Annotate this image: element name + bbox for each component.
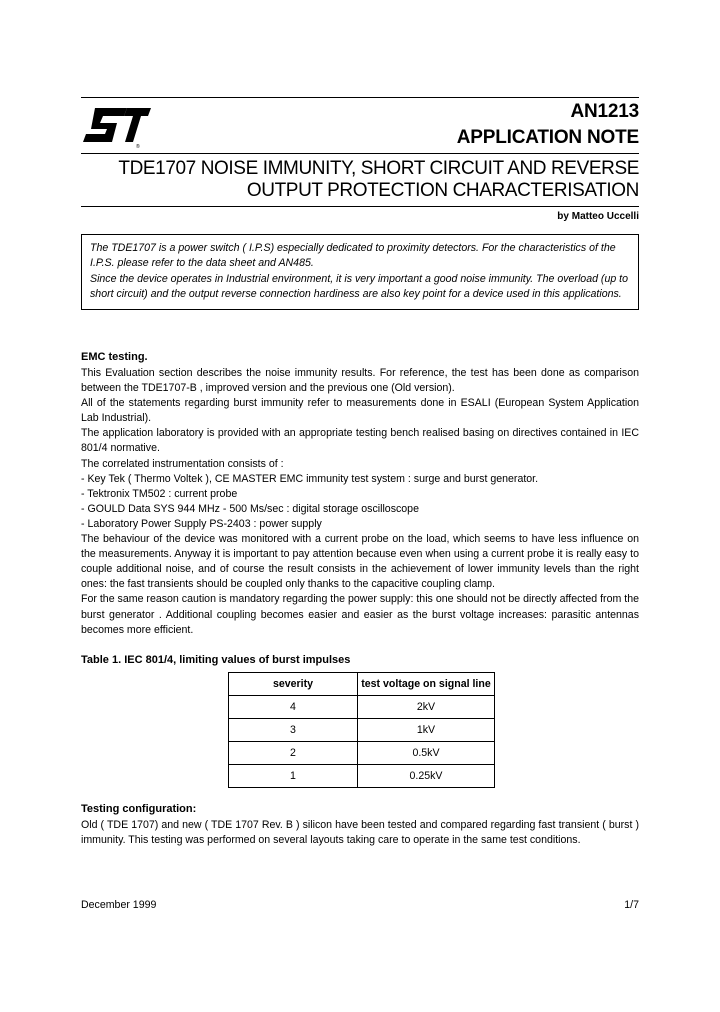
section-heading-testing: Testing configuration:: [81, 803, 197, 815]
column-header: test voltage on signal line: [358, 673, 495, 696]
body-paragraph: Old ( TDE 1707) and new ( TDE 1707 Rev. B ) silicon have been tested and compared regarding fast transient ( burst ) immunity. This testing was performed on several layouts taking care to operate in the same test conditions.: [81, 819, 639, 847]
title-top-rule: [81, 153, 639, 154]
body-paragraph: For the same reason caution is mandatory regarding the power supply: this one should not be directly affected from the burst generator . Additional coupling becomes easier and easier as the burst voltage increases: parasitic antennas becomes more efficient.: [81, 593, 639, 636]
burst-limits-table: [228, 672, 495, 788]
page-number: 1/7: [624, 899, 639, 911]
body-paragraph: The application laboratory is provided with an appropriate testing bench realised basing on directives contained in IEC 801/4 normative.: [81, 427, 639, 455]
severity-cell: 4: [229, 696, 358, 719]
severity-cell: 2: [229, 742, 358, 765]
title-line-1: TDE1707 NOISE IMMUNITY, SHORT CIRCUIT AND REVERSE: [118, 158, 639, 179]
emc-body: [81, 366, 639, 638]
document-number: AN1213: [570, 101, 639, 122]
severity-cell: 1: [229, 765, 358, 788]
body-paragraph: All of the statements regarding burst immunity refer to measurements done in ESALI (European System Application Lab Industrial).: [81, 397, 639, 425]
body-paragraph: This Evaluation section describes the noise immunity results. For reference, the test has been done as comparison between the TDE1707-B , improved version and the previous one (Old version).: [81, 367, 639, 395]
abstract-paragraph: Since the device operates in Industrial environment, it is very important a good noise immunity. The overload (up to short circuit) and the output reverse connection hardiness are also key point for a device used in this applications.: [90, 272, 629, 300]
table-row: [229, 696, 495, 719]
abstract-box: [81, 234, 639, 310]
title-line-2: OUTPUT PROTECTION CHARACTERISATION: [246, 180, 639, 201]
abstract-paragraph: The TDE1707 is a power switch ( I.P.S) especially dedicated to proximity detectors. For the characteristics of the I.P.S. please refer to the data sheet and AN485.: [90, 242, 616, 270]
svg-text:®: ®: [136, 144, 140, 148]
table-row: [229, 742, 495, 765]
instrument-item: - GOULD Data SYS 944 MHz - 500 Ms/sec : digital storage oscilloscope: [81, 502, 419, 515]
author-line: by Matteo Uccelli: [557, 211, 639, 222]
top-rule: [81, 97, 639, 98]
page-title: [39, 158, 639, 202]
title-bottom-rule: [81, 206, 639, 207]
table-row: [229, 719, 495, 742]
footer-date: December 1999: [81, 899, 157, 911]
column-header: severity: [229, 673, 358, 696]
document-type: APPLICATION NOTE: [456, 127, 639, 148]
voltage-cell: 2kV: [358, 696, 495, 719]
table-header-row: [229, 673, 495, 696]
voltage-cell: 0.25kV: [358, 765, 495, 788]
body-paragraph: The behaviour of the device was monitored with a current probe on the load, which seems to have less influence on the measurements. Anyway it is important to pay attention because even when using a current probe it is really easy to couple additional noise, and of course the result consists in the achievement of lower immunity levels than the right ones: the fast transients should be coupled only thanks to the capacitive coupling clamp.: [81, 533, 639, 591]
instrument-item: - Tektronix TM502 : current probe: [81, 487, 238, 500]
instrument-item: - Key Tek ( Thermo Voltek ), CE MASTER EMC immunity test system : surge and burst generator.: [81, 472, 539, 485]
section-heading-emc: EMC testing.: [81, 351, 148, 363]
table-caption: Table 1. IEC 801/4, limiting values of burst impulses: [81, 654, 351, 666]
voltage-cell: 1kV: [358, 719, 495, 742]
st-logo: [81, 104, 153, 148]
voltage-cell: 0.5kV: [358, 742, 495, 765]
body-paragraph: The correlated instrumentation consists of :: [81, 457, 284, 470]
instrument-item: - Laboratory Power Supply PS-2403 : power supply: [81, 517, 322, 530]
table-row: [229, 765, 495, 788]
testing-body: [81, 818, 639, 848]
severity-cell: 3: [229, 719, 358, 742]
